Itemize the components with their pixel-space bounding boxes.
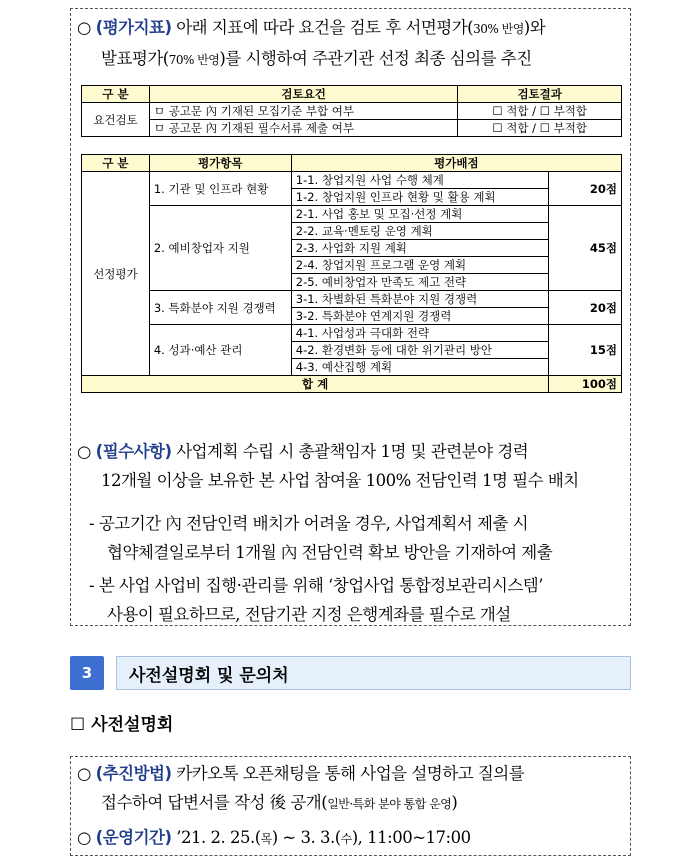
text: 접수하여 답변서를 작성 後 공개(	[101, 793, 328, 812]
eval-score: 20점	[549, 291, 622, 325]
eval-indicator-paragraph	[77, 13, 624, 75]
eval-item: 2-4. 창업지원 프로그램 운영 계획	[291, 257, 549, 274]
method-paragraph	[77, 759, 624, 819]
label-required: (필수사항)	[95, 442, 172, 461]
text: ’21. 2. 25.(	[171, 828, 261, 847]
section-number-badge: 3	[70, 656, 104, 690]
selection-evaluation-table	[81, 154, 622, 393]
eval-score: 15점	[549, 325, 622, 376]
total-label: 합 계	[82, 376, 549, 393]
text-small: 30% 반영	[473, 22, 524, 36]
checkbox-icon: ☐	[70, 715, 86, 735]
eval-item: 2-3. 사업화 지원 계획	[291, 240, 549, 257]
dash: -	[89, 576, 95, 595]
table-header: 평가항목	[149, 155, 291, 172]
result-checkbox[interactable]: ☐ 적합 / ☐ 부적합	[458, 120, 622, 137]
subsection-heading	[70, 710, 173, 735]
subsection-title: 사전설명회	[91, 715, 174, 735]
requirement-review-table	[81, 85, 622, 137]
eval-item: 2-1. 사업 홍보 및 모집·선정 계획	[291, 206, 549, 223]
text-small: 일반·특화 분야 통합 운영	[327, 797, 452, 811]
weekday: 목	[260, 832, 272, 846]
eval-group-name: 4. 성과·예산 관리	[149, 325, 291, 376]
text: 카카오톡 오픈채팅을 통해 사업을 설명하고 질의를	[171, 764, 525, 783]
bullet: ○	[77, 442, 91, 461]
text: )를 시행하여 주관기관 선정 최종 심의를 추진	[219, 49, 532, 68]
eval-item: 2-5. 예비창업자 만족도 제고 전략	[291, 274, 549, 291]
dash: -	[89, 514, 95, 533]
table-header: 검토결과	[458, 86, 622, 103]
eval-group-name: 2. 예비창업자 지원	[149, 206, 291, 291]
text: ), 11:00~17:00	[351, 828, 471, 847]
text: 사용이 필요하므로, 전담기관 지정 은행계좌를 필수로 개설	[107, 605, 511, 624]
eval-item: 2-2. 교육·멘토링 운영 계획	[291, 223, 549, 240]
bullet: ○	[77, 828, 91, 847]
text: 협약체결일로부터 1개월 內 전담인력 확보 방안을 기재하여 제출	[107, 543, 553, 562]
total-score: 100점	[549, 376, 622, 393]
eval-score: 20점	[549, 172, 622, 206]
evaluation-section-box	[70, 8, 631, 626]
text: 12개월 이상을 보유한 본 사업 참여율 100% 전담인력 1명 필수 배치	[101, 471, 579, 490]
bank-account-note-paragraph	[89, 571, 624, 629]
text: 공고기간 內 전담인력 배치가 어려울 경우, 사업계획서 제출 시	[98, 514, 529, 533]
table-header: 평가배점	[291, 155, 621, 172]
briefing-section-box	[70, 756, 631, 856]
weekday: 수	[340, 832, 352, 846]
requirement-item: ㅁ 공고문 內 기재된 모집기준 부합 여부	[149, 103, 457, 120]
eval-item: 3-1. 차별화된 특화분야 지원 경쟁력	[291, 291, 549, 308]
staffing-note-paragraph	[89, 509, 624, 567]
eval-group-name: 3. 특화분야 지원 경쟁력	[149, 291, 291, 325]
label-period: (운영기간)	[95, 828, 172, 847]
table-header: 구 분	[82, 86, 150, 103]
text: )	[451, 793, 458, 812]
text: )와	[523, 18, 546, 37]
eval-item: 1-2. 창업지원 인프라 현황 및 활용 계획	[291, 189, 549, 206]
table-header: 검토요건	[149, 86, 457, 103]
eval-item: 4-1. 사업성과 극대화 전략	[291, 325, 549, 342]
section-3-header	[70, 656, 631, 690]
eval-group-name: 1. 기관 및 인프라 현황	[149, 172, 291, 206]
section-title: 사전설명회 및 문의처	[116, 656, 631, 690]
bullet: ○	[77, 18, 91, 37]
bullet: ○	[77, 764, 91, 783]
requirement-item: ㅁ 공고문 內 기재된 필수서류 제출 여부	[149, 120, 457, 137]
period-paragraph	[77, 823, 624, 854]
text: 아래 지표에 따라 요건을 검토 후 서면평가(	[171, 18, 474, 37]
category-cell: 요건검토	[82, 103, 150, 137]
table-header: 구 분	[82, 155, 150, 172]
eval-item: 4-3. 예산집행 계획	[291, 359, 549, 376]
label-eval-indicator: (평가지표)	[95, 18, 172, 37]
text-small: 70% 반영	[168, 53, 220, 67]
label-method: (추진방법)	[95, 764, 172, 783]
text: ) ~ 3. 3.(	[271, 828, 341, 847]
eval-item: 3-2. 특화분야 연계지원 경쟁력	[291, 308, 549, 325]
category-cell: 선정평가	[82, 172, 150, 376]
text: 본 사업 사업비 집행·관리를 위해 ‘창업사업 통합정보관리시스템’	[98, 576, 543, 595]
text: 발표평가(	[101, 49, 169, 68]
text: 사업계획 수립 시 총괄책임자 1명 및 관련분야 경력	[171, 442, 529, 461]
result-checkbox[interactable]: ☐ 적합 / ☐ 부적합	[458, 103, 622, 120]
eval-score: 45점	[549, 206, 622, 291]
required-items-paragraph	[77, 437, 624, 495]
eval-item: 4-2. 환경변화 등에 대한 위기관리 방안	[291, 342, 549, 359]
eval-item: 1-1. 창업지원 사업 수행 체계	[291, 172, 549, 189]
